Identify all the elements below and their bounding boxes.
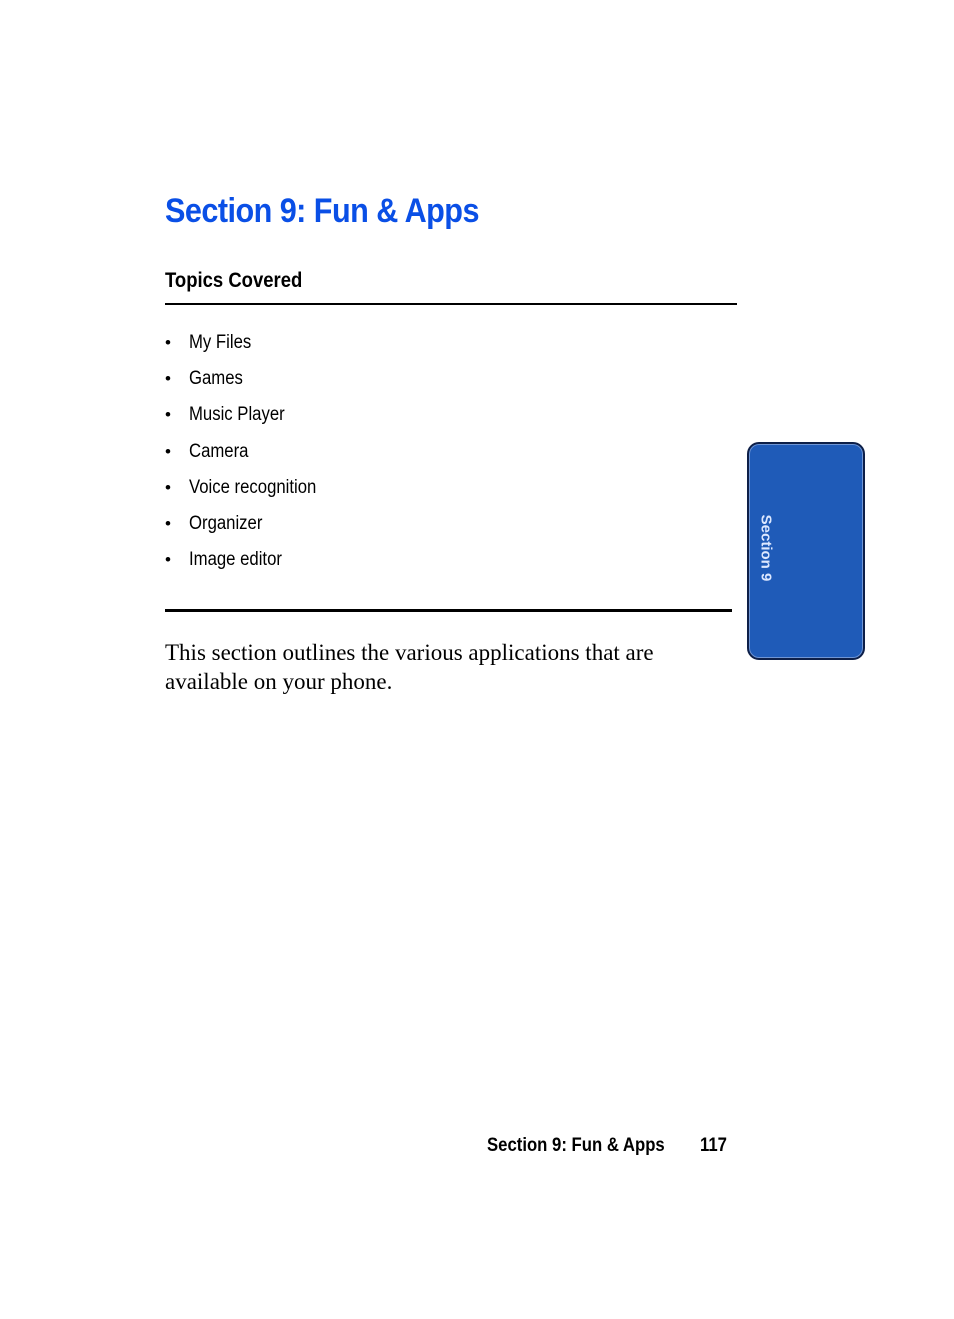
intro-paragraph: This section outlines the various applications that are available on your phone. [165, 640, 654, 694]
bullet-icon: • [165, 477, 171, 497]
topic-label: Organizer [189, 512, 263, 534]
footer-section-title: Section 9: Fun & Apps [487, 1135, 665, 1156]
bullet-icon: • [165, 513, 171, 533]
topics-list [165, 330, 334, 583]
list-item [165, 511, 334, 547]
list-item [165, 330, 334, 366]
bullet-icon: • [165, 441, 171, 461]
topic-label: Camera [189, 440, 249, 462]
list-item [165, 439, 334, 475]
bullet-icon: • [165, 333, 171, 352]
list-item [165, 547, 334, 583]
list-item [165, 475, 334, 511]
list-item [165, 366, 334, 402]
topics-covered-heading: Topics Covered [165, 269, 303, 292]
bullet-icon: • [165, 369, 171, 389]
topics-top-divider [165, 303, 737, 305]
bullet-icon: • [165, 550, 171, 570]
topic-label: Games [189, 368, 243, 390]
topic-label: Voice recognition [189, 476, 317, 498]
topic-label: Image editor [189, 549, 282, 571]
topic-label: Music Player [189, 404, 285, 426]
page-number: 117 [700, 1135, 727, 1156]
page-title: Section 9: Fun & Apps [165, 192, 479, 230]
section-side-tab-label: Section 9 [757, 514, 775, 582]
topics-bottom-divider [165, 609, 732, 612]
list-item [165, 402, 334, 438]
bullet-icon: • [165, 405, 171, 425]
topic-label: My Files [189, 332, 252, 353]
